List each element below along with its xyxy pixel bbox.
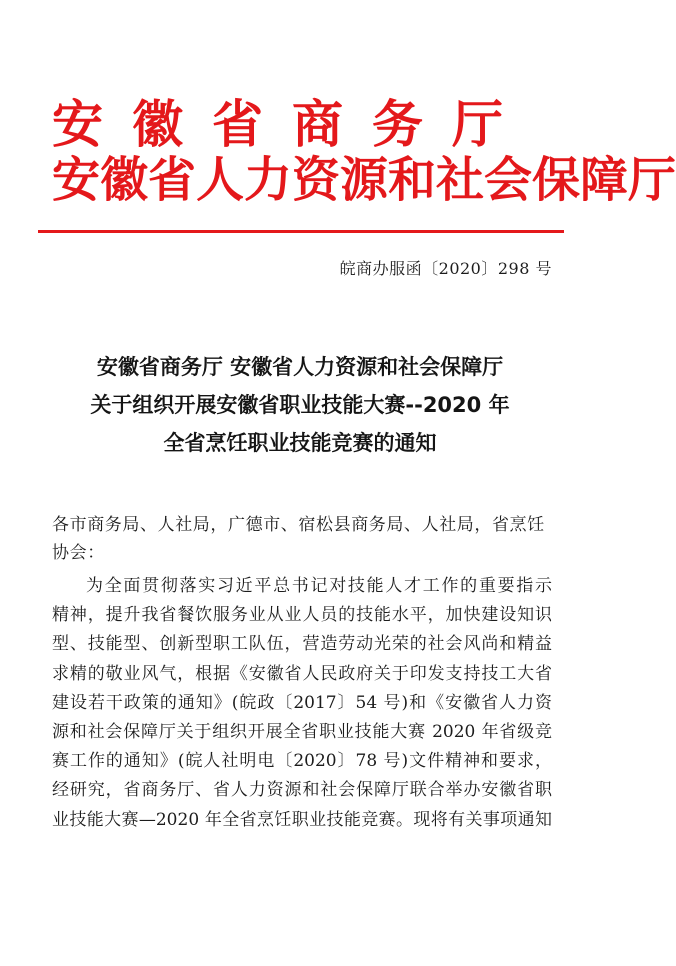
body-line: 精神，提升我省餐饮服务业从业人员的技能水平，加快建设知识 xyxy=(52,605,552,626)
body-line: 为全面贯彻落实习近平总书记对技能人才工作的重要指示 xyxy=(86,576,552,596)
body-line: 求精的敬业风气，根据《安徽省人民政府关于印发支持技工大省 xyxy=(52,663,552,684)
document-number: 皖商办服函〔2020〕298 号 xyxy=(339,259,552,278)
body-line: 源和社会保障厅关于组织开展全省职业技能大赛 2020 年省级竞 xyxy=(52,722,552,743)
body-line: 建设若干政策的通知》(皖政〔2017〕54 号)和《安徽省人力资 xyxy=(52,692,552,713)
body-line: 业技能大赛—2020 年全省烹饪职业技能竞赛。现将有关事项通知 xyxy=(52,809,552,830)
body-paragraph xyxy=(52,572,552,835)
title-line-1: 安徽省商务厅 安徽省人力资源和社会保障厅 xyxy=(96,355,504,379)
body-line: 经研究，省商务厅、省人力资源和社会保障厅联合举办安徽省职 xyxy=(52,780,552,801)
document-title xyxy=(20,348,580,462)
title-line-3: 全省烹饪职业技能竞赛的通知 xyxy=(163,431,437,455)
body-line: 赛工作的通知》(皖人社明电〔2020〕78 号)文件精神和要求， xyxy=(52,751,552,772)
red-separator-line xyxy=(38,230,564,233)
addressee: 各市商务局、人社局，广德市、宿松县商务局、人社局，省烹饪协会： xyxy=(52,515,545,563)
title-line-2: 关于组织开展安徽省职业技能大赛--2020 年 xyxy=(90,393,510,417)
issuer-header-commerce: 安徽省商务厅 xyxy=(52,96,533,155)
issuer-header-hrss: 安徽省人力资源和社会保障厅 xyxy=(52,152,676,208)
body-line: 型、技能型、创新型职工队伍，营造劳动光荣的社会风尚和精益 xyxy=(52,634,552,655)
